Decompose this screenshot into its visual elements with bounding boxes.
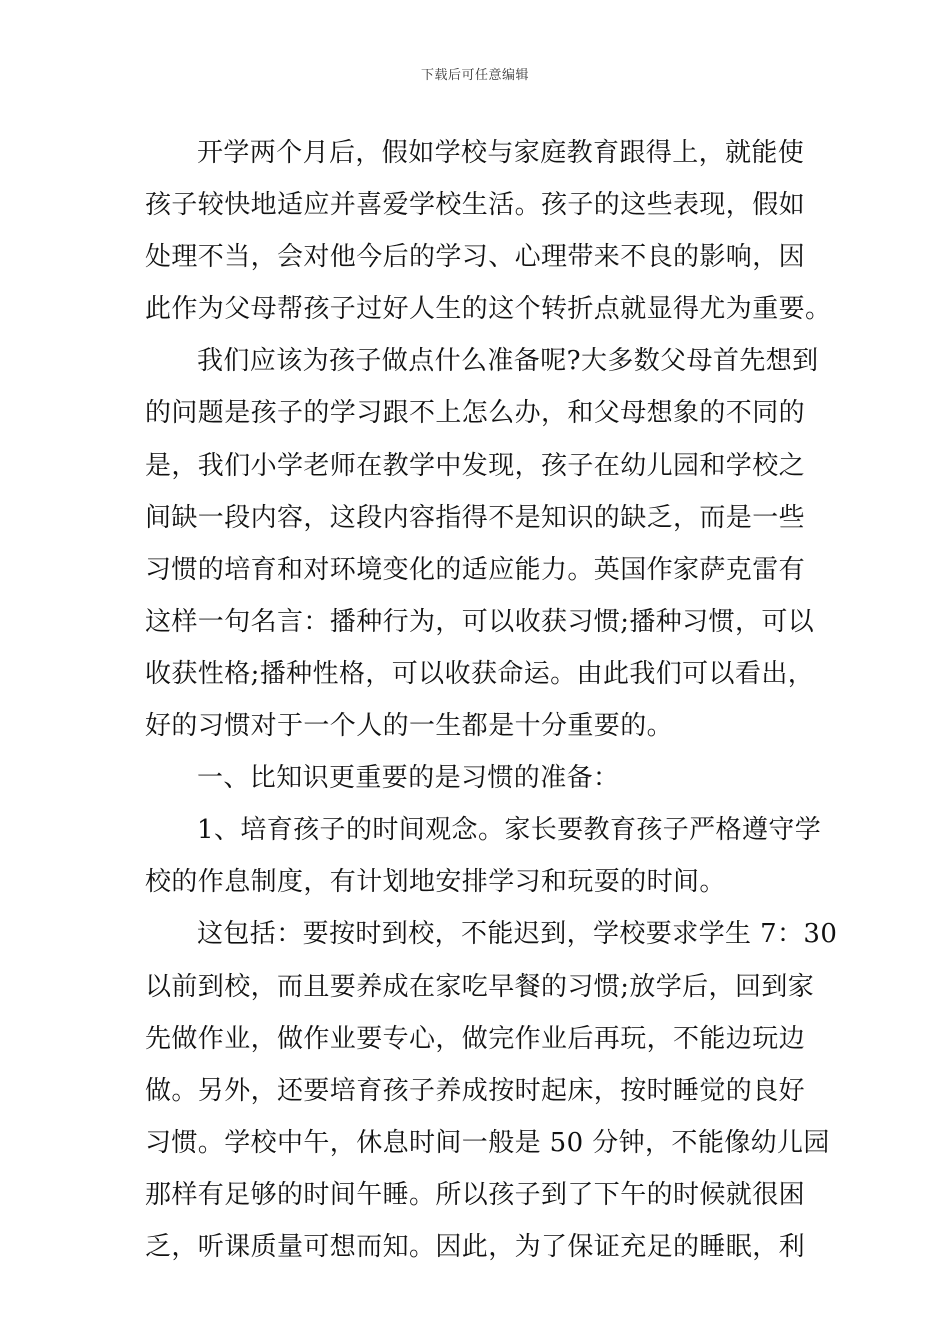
paragraph-2-line-6: 这样一句名言：播种行为，可以收获习惯;播种习惯，可以 <box>145 606 815 637</box>
paragraph-2-line-3: 是，我们小学老师在教学中发现，孩子在幼儿园和学校之 <box>145 450 806 481</box>
paragraph-4-line-4: 做。另外，还要培育孩子养成按时起床，按时睡觉的良好 <box>145 1075 806 1106</box>
paragraph-4-line-5: 习惯。学校中午，休息时间一般是 50 分钟，不能像幼儿园 <box>145 1127 830 1158</box>
document-body <box>145 127 838 1273</box>
paragraph-4-line-2: 以前到校，而且要养成在家吃早餐的习惯;放学后，回到家 <box>145 971 815 1002</box>
paragraph-4-line-1: 这包括：要按时到校，不能迟到，学校要求学生 7：30 <box>197 919 838 950</box>
paragraph-2-line-5: 习惯的培育和对环境变化的适应能力。英国作家萨克雷有 <box>145 554 806 585</box>
paragraph-4-line-7: 乏，听课质量可想而知。因此，为了保证充足的睡眠，利 <box>145 1231 806 1262</box>
paragraph-3-line-2: 校的作息制度，有计划地安排学习和玩耍的时间。 <box>145 867 726 898</box>
paragraph-2-line-7: 收获性格;播种性格，可以收获命运。由此我们可以看出， <box>145 658 815 689</box>
paragraph-1-line-1: 开学两个月后，假如学校与家庭教育跟得上，就能使 <box>197 138 805 168</box>
paragraph-4-line-3: 先做作业，做作业要专心，做完作业后再玩，不能边玩边 <box>145 1023 806 1054</box>
page-header: 下载后可任意编辑 <box>420 68 529 83</box>
paragraph-3-line-1: 1、培育孩子的时间观念。家长要教育孩子严格遵守学 <box>197 815 822 846</box>
paragraph-1-line-4: 此作为父母帮孩子过好人生的这个转折点就显得尤为重要。 <box>145 294 832 325</box>
paragraph-2-line-8: 好的习惯对于一个人的一生都是十分重要的。 <box>145 711 674 742</box>
paragraph-4-line-6: 那样有足够的时间午睡。所以孩子到了下午的时候就很困 <box>145 1179 806 1210</box>
paragraph-1-line-3: 处理不当，会对他今后的学习、心理带来不良的影响，因 <box>145 242 806 273</box>
paragraph-2-line-4: 间缺一段内容，这段内容指得不是知识的缺乏，而是一些 <box>145 502 806 533</box>
paragraph-2-line-2: 的问题是孩子的学习跟不上怎么办，和父母想象的不同的 <box>145 398 806 429</box>
paragraph-2-line-1: 我们应该为孩子做点什么准备呢?大多数父母首先想到 <box>197 346 819 377</box>
paragraph-1-line-2: 孩子较快地适应并喜爱学校生活。孩子的这些表现，假如 <box>145 190 806 221</box>
section-heading: 一、比知识更重要的是习惯的准备： <box>197 763 620 794</box>
